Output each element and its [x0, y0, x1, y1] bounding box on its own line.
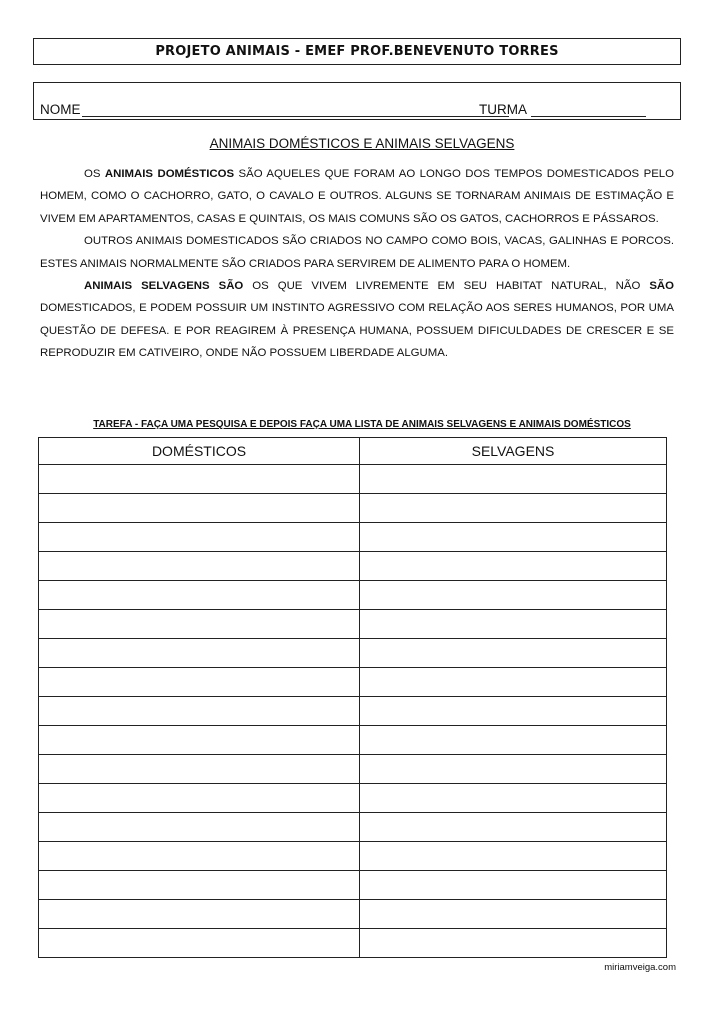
domestic-cell[interactable]	[39, 610, 360, 639]
table-body	[39, 465, 667, 958]
name-field[interactable]	[82, 116, 509, 117]
name-label: NOME	[40, 102, 81, 117]
table-row	[39, 726, 667, 755]
domestic-cell[interactable]	[39, 755, 360, 784]
table-row	[39, 842, 667, 871]
wild-cell[interactable]	[360, 726, 667, 755]
wild-cell[interactable]	[360, 929, 667, 958]
domestic-cell[interactable]	[39, 494, 360, 523]
table-row	[39, 755, 667, 784]
table-row	[39, 610, 667, 639]
header-domestic: DOMÉSTICOS	[39, 438, 360, 465]
table-row	[39, 639, 667, 668]
table-row	[39, 581, 667, 610]
paragraph-farm: OUTROS ANIMAIS DOMESTICADOS SÃO CRIADOS NO CAMPO COMO BOIS, VACAS, GALINHAS E PORCOS. ESTES ANIMAIS NORMALMENTE SÃO CRIADOS PARA SERVIREM DE ALIMENTO PARA O HOMEM.	[40, 235, 674, 270]
table-row	[39, 813, 667, 842]
wild-cell[interactable]	[360, 494, 667, 523]
wild-cell[interactable]	[360, 871, 667, 900]
table-row	[39, 900, 667, 929]
domestic-cell[interactable]	[39, 552, 360, 581]
wild-cell[interactable]	[360, 465, 667, 494]
wild-cell[interactable]	[360, 523, 667, 552]
body-text	[40, 163, 674, 365]
domestic-cell[interactable]	[39, 726, 360, 755]
p3-mid2: DOMESTICADOS, E PODEM POSSUIR UM INSTINTO AGRESSIVO COM RELAÇÃO AOS SERES HUMANOS, POR UMA QUESTÃO DE DEFESA. E POR REAGIREM À PRESENÇA HUMANA, POSSUEM DIFICULDADES DE CRESCER E SE REPRODUZIR EM CATIVEIRO, ONDE NÃO POSSUEM LIBERDADE ALGUMA.	[40, 302, 674, 360]
domestic-cell[interactable]	[39, 523, 360, 552]
wild-cell[interactable]	[360, 581, 667, 610]
p3-bold1: ANIMAIS SELVAGENS SÃO	[84, 280, 244, 293]
table-row	[39, 523, 667, 552]
task-instruction: TAREFA - FAÇA UMA PESQUISA E DEPOIS FAÇA UMA LISTA DE ANIMAIS SELVAGENS E ANIMAIS DOMÉSTICOS	[93, 419, 631, 430]
domestic-cell[interactable]	[39, 871, 360, 900]
domestic-cell[interactable]	[39, 900, 360, 929]
table-header-row	[39, 438, 667, 465]
p3-bold2: SÃO	[649, 280, 674, 293]
domestic-cell[interactable]	[39, 842, 360, 871]
table-row	[39, 465, 667, 494]
table-row	[39, 494, 667, 523]
section-title: ANIMAIS DOMÉSTICOS E ANIMAIS SELVAGENS	[209, 136, 515, 151]
wild-cell[interactable]	[360, 697, 667, 726]
p1-post: SÃO AQUELES QUE FORAM AO LONGO DOS TEMPOS DOMESTICADOS PELO HOMEM, COMO O CACHORRO, GATO, O CAVALO E OUTROS. ALGUNS SE TORNARAM ANIMAIS DE ESTIMAÇÃO E VIVEM EM APARTAMENTOS, CASAS E QUINTAIS, OS MAIS COMUNS SÃO OS GATOS, CACHORROS E PÁSSAROS.	[40, 168, 674, 225]
wild-cell[interactable]	[360, 842, 667, 871]
animals-table	[38, 437, 667, 958]
project-title: PROJETO ANIMAIS - EMEF PROF.BENEVENUTO TORRES	[155, 44, 559, 59]
domestic-cell[interactable]	[39, 929, 360, 958]
class-field[interactable]	[531, 116, 646, 117]
domestic-cell[interactable]	[39, 581, 360, 610]
paragraph-domestic	[40, 163, 674, 230]
wild-cell[interactable]	[360, 552, 667, 581]
domestic-cell[interactable]	[39, 813, 360, 842]
project-title-box	[33, 38, 681, 65]
paragraph-wild	[40, 275, 674, 365]
domestic-cell[interactable]	[39, 784, 360, 813]
wild-cell[interactable]	[360, 639, 667, 668]
table-row	[39, 784, 667, 813]
wild-cell[interactable]	[360, 813, 667, 842]
header-wild: SELVAGENS	[360, 438, 667, 465]
wild-cell[interactable]	[360, 900, 667, 929]
student-info-box	[33, 82, 681, 120]
domestic-cell[interactable]	[39, 639, 360, 668]
p3-mid1: OS QUE VIVEM LIVREMENTE EM SEU HABITAT NATURAL, NÃO	[243, 280, 650, 293]
wild-cell[interactable]	[360, 610, 667, 639]
domestic-cell[interactable]	[39, 697, 360, 726]
wild-cell[interactable]	[360, 755, 667, 784]
animals-table-wrapper	[38, 437, 667, 958]
domestic-cell[interactable]	[39, 465, 360, 494]
domestic-cell[interactable]	[39, 668, 360, 697]
table-row	[39, 552, 667, 581]
table-row	[39, 697, 667, 726]
site-credit: miriamveiga.com	[604, 962, 676, 973]
table-row	[39, 668, 667, 697]
p1-bold: ANIMAIS DOMÉSTICOS	[104, 168, 235, 180]
wild-cell[interactable]	[360, 784, 667, 813]
table-row	[39, 929, 667, 958]
p1-pre: OS	[84, 168, 105, 180]
table-row	[39, 871, 667, 900]
wild-cell[interactable]	[360, 668, 667, 697]
class-label: TURMA	[479, 102, 527, 117]
